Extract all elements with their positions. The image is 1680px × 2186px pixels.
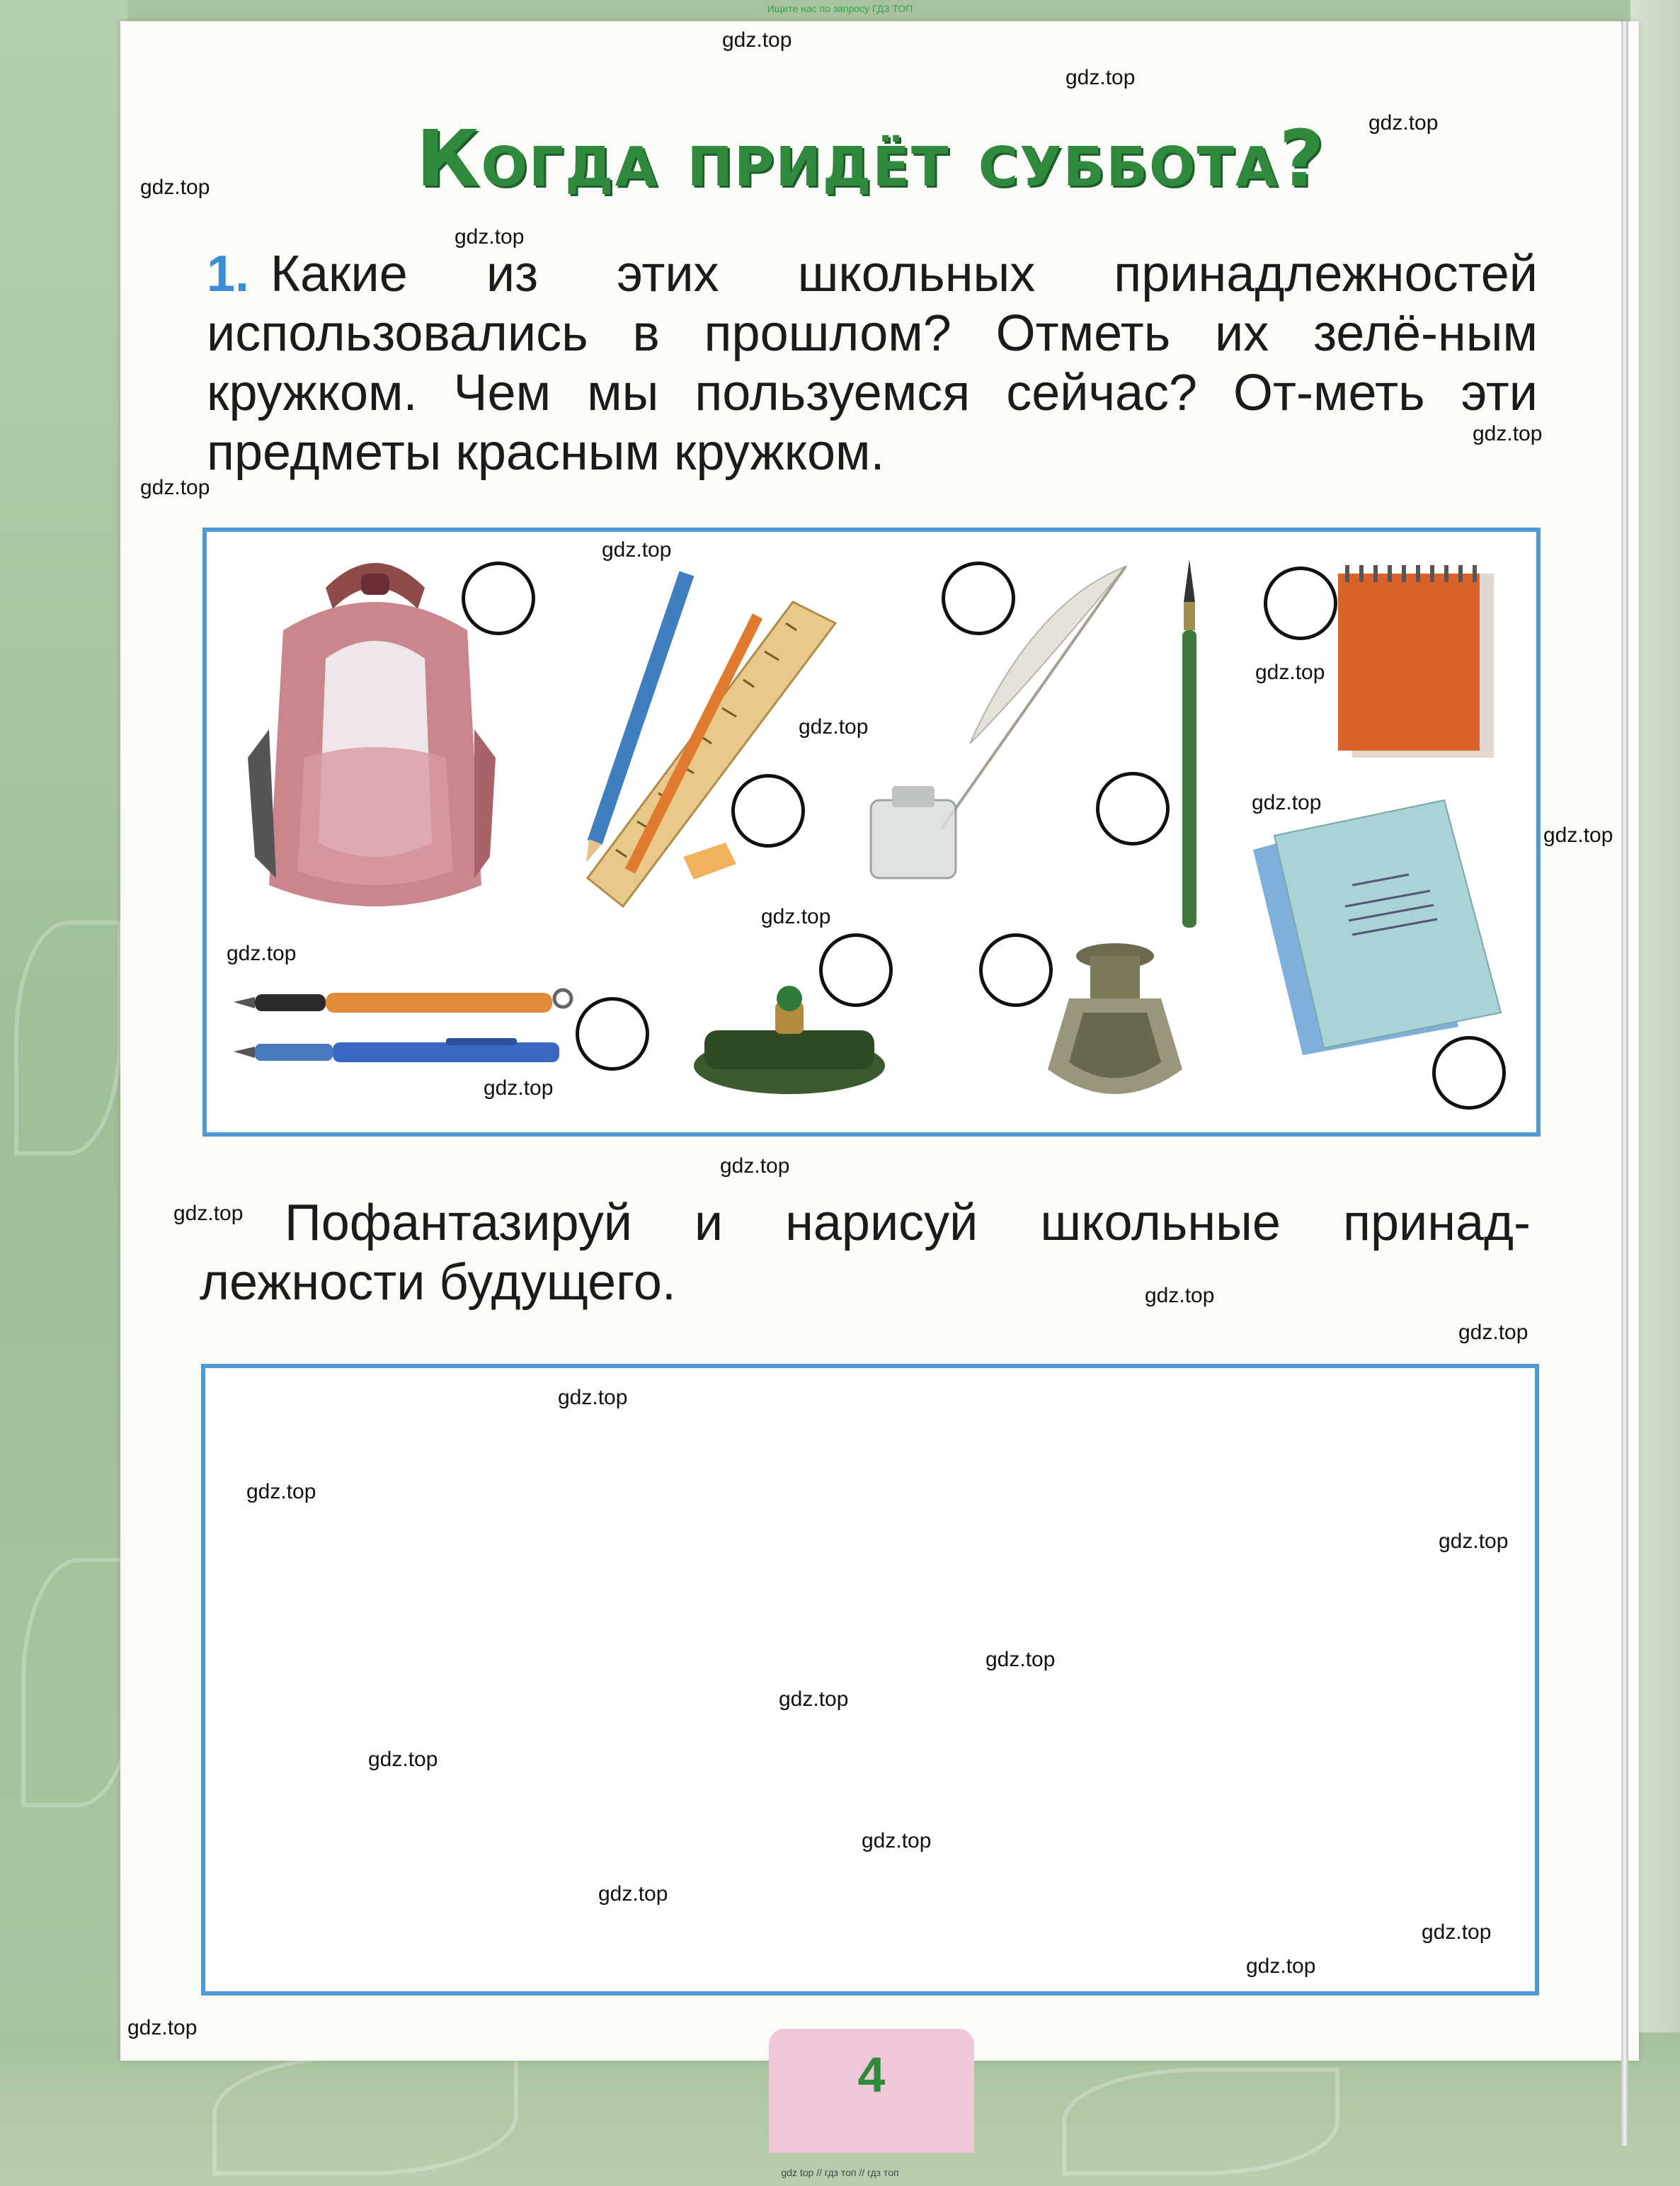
watermark: gdz.top [1255, 661, 1325, 684]
watermark: gdz.top [1543, 824, 1613, 847]
watermark: gdz.top [720, 1154, 790, 1178]
modern-pens-image [234, 977, 588, 1076]
exercise-books-image [1246, 793, 1508, 1055]
watermark: gdz.top [598, 1882, 668, 1906]
page-binding [1621, 21, 1628, 2146]
watermark: gdz.top [1439, 1530, 1509, 1553]
watermark: gdz.top [1246, 1954, 1316, 1978]
page-number-tab [769, 2029, 974, 2153]
mark-circle-dip-pen[interactable] [1096, 772, 1170, 846]
watermark: gdz.top [140, 476, 210, 499]
watermark: gdz.top [227, 942, 297, 965]
watermark: gdz.top [862, 1829, 932, 1852]
watermark: gdz.top [1473, 422, 1543, 445]
task-1-number: 1. [207, 246, 250, 302]
watermark: gdz.top [779, 1687, 849, 1711]
page-title: Когда придёт суббота? [416, 113, 1326, 204]
mark-circle-modern-pens[interactable] [576, 997, 649, 1071]
mark-circle-blotter[interactable] [819, 933, 893, 1007]
task-2: Пофантазируй и нарисуй школьные принад-лежности будущего. [200, 1195, 1531, 1311]
watermark: gdz.top [1422, 1920, 1492, 1944]
watermark: gdz.top [1252, 791, 1322, 814]
mark-circle-backpack[interactable] [462, 562, 535, 635]
dip-pen-image [1168, 559, 1211, 935]
watermark: gdz.top [173, 1202, 244, 1225]
mark-circle-quill-inkwell[interactable] [942, 562, 1015, 635]
leaf-decoration [21, 1558, 136, 1807]
watermark: gdz.top [1368, 111, 1439, 135]
watermark: gdz.top [558, 1386, 628, 1409]
bottom-note: gdz top // гдз топ // гдз топ [781, 2167, 899, 2178]
drawing-area[interactable] [201, 1364, 1539, 1996]
watermark: gdz.top [140, 176, 210, 199]
watermark: gdz.top [1145, 1284, 1215, 1307]
leaf-decoration [14, 921, 122, 1156]
watermark: gdz.top [722, 28, 792, 52]
eraser-image [676, 836, 740, 885]
watermark: gdz.top [1458, 1321, 1528, 1344]
watermark: gdz.top [985, 1648, 1056, 1671]
leaf-decoration [1062, 2068, 1339, 2175]
leaf-decoration [212, 2054, 518, 2175]
watermark: gdz.top [602, 538, 672, 562]
mark-circle-notepad[interactable] [1264, 567, 1337, 640]
watermark: gdz.top [246, 1480, 316, 1503]
page-number: 4 [857, 2047, 886, 2102]
watermark: gdz.top [127, 2016, 198, 2039]
notepad-image [1324, 559, 1501, 765]
task-1-text: Какие из этих школьных принадлежностей использовались в прошлом? Отметь их зелё-ным кружком. Чем мы пользуемся сейчас? От-меть эти предметы красным кружком. [207, 246, 1538, 481]
watermark: gdz.top [1065, 66, 1136, 89]
glass-inkwell-image [1041, 935, 1189, 1112]
watermark: gdz.top [761, 905, 831, 928]
task-1 [207, 244, 1538, 482]
watermark: gdz.top [455, 225, 525, 249]
top-note: Ищите нас по запросу ГДЗ ТОП [767, 3, 913, 14]
watermark: gdz.top [484, 1076, 554, 1100]
mark-circle-exercise-books[interactable] [1432, 1036, 1506, 1110]
mark-circle-glass-inkwell[interactable] [979, 933, 1053, 1007]
watermark: gdz.top [799, 715, 869, 739]
watermark: gdz.top [368, 1748, 438, 1771]
mark-circle-pencil-ruler[interactable] [731, 774, 805, 848]
